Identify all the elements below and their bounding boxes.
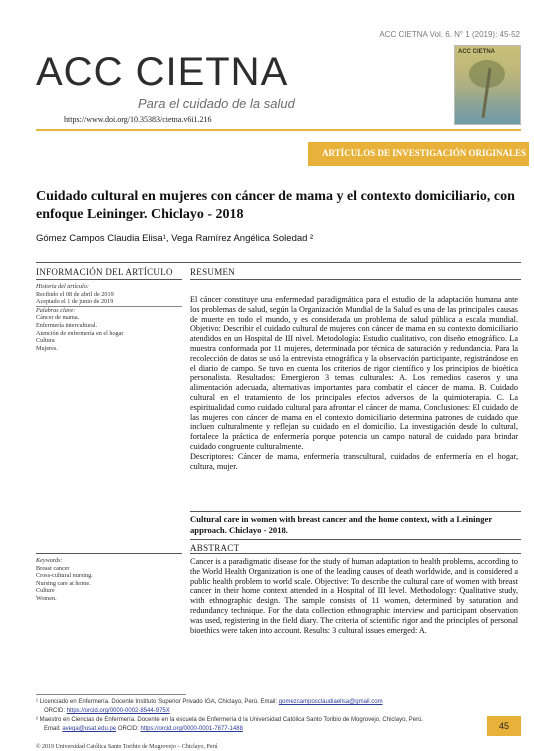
footnote-2-email-label: Email:: [44, 726, 63, 732]
english-keywords: [36, 557, 182, 603]
footnote-2-email[interactable]: avega@usat.edu.pe: [62, 726, 117, 732]
resumen-heading: RESUMEN: [190, 267, 236, 277]
footnote-2: ² Maestro en Ciencias de Enfermería. Docente en la escuela de Enfermería d la Universidad Católica Santo Toribio de Mogrovejo, Chiclayo, Perú.: [36, 717, 424, 723]
keyword-item: Mujeres.: [36, 344, 58, 352]
journal-logo: ACC CIETNA: [36, 50, 289, 94]
footnote-2-orcid-label: ORCID:: [116, 726, 141, 732]
footnote-1-orcid: [44, 707, 514, 715]
english-keyword-item: Breast cancer: [36, 564, 70, 572]
keyword-item: Enfermería intercultural.: [36, 321, 98, 329]
article-authors: Gómez Campos Claudia Elisa¹, Vega Ramírez Angélica Soledad ²: [36, 233, 314, 244]
copyright: © 2019 Universidad Católica Santo Toribio de Mogrovejo – Chiclayo, Perú: [36, 744, 218, 750]
english-keyword-item: Women.: [36, 594, 57, 602]
english-keyword-item: Culture: [36, 587, 55, 595]
footnote-2-contact: [44, 725, 514, 733]
article-title: Cuidado cultural en mujeres con cáncer de mama y el contexto domiciliario, con enfoque Leininger. Chiclayo - 2018: [36, 189, 515, 222]
keywords-top-rule: [36, 553, 182, 554]
english-keyword-item: Cross-cultural nursing.: [36, 572, 93, 580]
footnote-1-text: ¹ Licenciado en Enfermería. Docente Instituto Superior Privado IGA, Chiclayo, Perú. Email:: [36, 699, 279, 705]
footnote-2-orcid-link[interactable]: https://orcid.org/0000-0001-7877-1488: [140, 726, 243, 732]
resumen-descriptors: Descriptores: Cáncer de mama, enfermería transcultural, cuidados de enfermería en el hogar, cultura, mujer.: [190, 451, 518, 471]
abstract-heading: ABSTRACT: [190, 543, 240, 553]
keyword-item: Cultura: [36, 337, 55, 345]
cover-title: ACC CIETNA: [458, 49, 495, 55]
section-top-rule: [36, 262, 521, 263]
keyword-item: Atención de enfermería en el hogar: [36, 329, 124, 337]
english-keywords-label: Keywords:: [36, 557, 63, 564]
footnote-rule: [36, 694, 186, 695]
journal-cover-image: [454, 45, 521, 125]
journal-reference: ACC CIETNA Vol. 6. N° 1 (2019): 45-52: [379, 30, 520, 39]
page-number: 45: [498, 721, 509, 731]
footnote-1-orcid-link[interactable]: https://orcid.org/0000-0002-8544-975X: [66, 708, 170, 714]
footnote-1: [36, 698, 516, 706]
keyword-item: Cáncer de mama.: [36, 314, 80, 322]
resumen-body: El cáncer constituye una enfermedad paradigmática para el estudio de la adaptación humana ante los problemas de salud, según la Organización Mundial de la Salud es una de las principales causas de muerte en todo el mundo, y es considerada un problema de salud pública a escala mundial. Objetivo: Describir el cuidado cultural de mujeres con cáncer de mama en su contexto domiciliario atendidos en un Hospital de III nivel. Metodología: Estudio cualitativo, con diseño etnográfico. La muestra conformada por 11 mujeres, determinada por técnica de saturación y redundancia. Para la recolección de datos se usó la entrevista etnográfica y la observación participante, registrándose en el diario de campo. Se tuvo en cuenta los criterios de rigor científico y los principios de bioética personalista. Resultados: Emergieron 3 temas culturales: A. Los remedios caseros y una alimentación adecuada, alternativas importantes para combatir el cáncer de mama. B. Cuidado cultural en el tratamiento de los principales efectos adversos de la quimioterapia. C. La espiritualidad como cuidado cultural para afrontar el cáncer de mama. Conclusiones: El cuidado de las mujeres con cáncer de mama en el contexto domiciliario determina patrones de cuidado que incluen culturalmente y reflejan su cuidado en el domicilio. La investigación desde lo cultural, fortalece la práctica de enfermería porque potencia un campo natural de cuidado para brindar cuidado congruente culturalmente.: [190, 295, 518, 451]
info-heading: INFORMACIÓN DEL ARTÍCULO: [36, 267, 173, 277]
english-title-top-rule: [190, 511, 521, 512]
resumen-text: [190, 295, 518, 471]
received-date: Recibido el 08 de abril de 2019: [36, 290, 114, 298]
article-info: [36, 283, 182, 352]
info-heading-rule: [36, 279, 182, 280]
abstract-heading-rule: [190, 553, 521, 554]
history-label: Historia del artículo:: [36, 283, 89, 290]
accepted-date: Aceptado el 1 de junio de 2019: [36, 298, 114, 306]
keywords-label: Palabras clave:: [36, 306, 76, 314]
resumen-heading-rule: [190, 279, 521, 280]
doi-link[interactable]: https://www.doi.org/10.35383/cietna.v6i1.216: [64, 115, 212, 124]
page-number-box: [487, 716, 521, 736]
journal-tagline: Para el cuidado de la salud: [138, 96, 295, 111]
english-keyword-item: Nursing care at home.: [36, 579, 91, 587]
abstract-text: Cancer is a paradigmatic disease for the study of human adaptation to health problems, according to the World Health Organization is one of the leading causes of death worldwide, and is considered a public health problem to world scale. Objective: To describe the cultural care of women with breast cancer in their home context attended in a Hospital of III level. Methodology: Qualitative study, with ethnographic design. The sample consists of 11 women, determined by saturation and redundancy technique. For the data collection ethnographic interview and participant observation was used, registering in the field diary. The criteria of scientific rigor and the principles of personal bioethics were taken into account. Results: 3 cultural issues emerged: A.: [190, 557, 518, 635]
footnote-1-email[interactable]: gomezcamposclaudiaelisa@gmail.com: [278, 699, 383, 705]
english-title-bottom-rule: [190, 539, 521, 540]
english-title: Cultural care in women with breast cancer and the home context, with a Leininger approach. Chiclayo - 2018.: [190, 514, 493, 535]
section-banner: [308, 142, 529, 166]
header-rule: [36, 129, 521, 131]
footnote-1-orcid-label: ORCID:: [44, 708, 67, 714]
section-banner-label: ARTÍCULOS DE INVESTIGACIÓN ORIGINALES: [322, 148, 526, 158]
